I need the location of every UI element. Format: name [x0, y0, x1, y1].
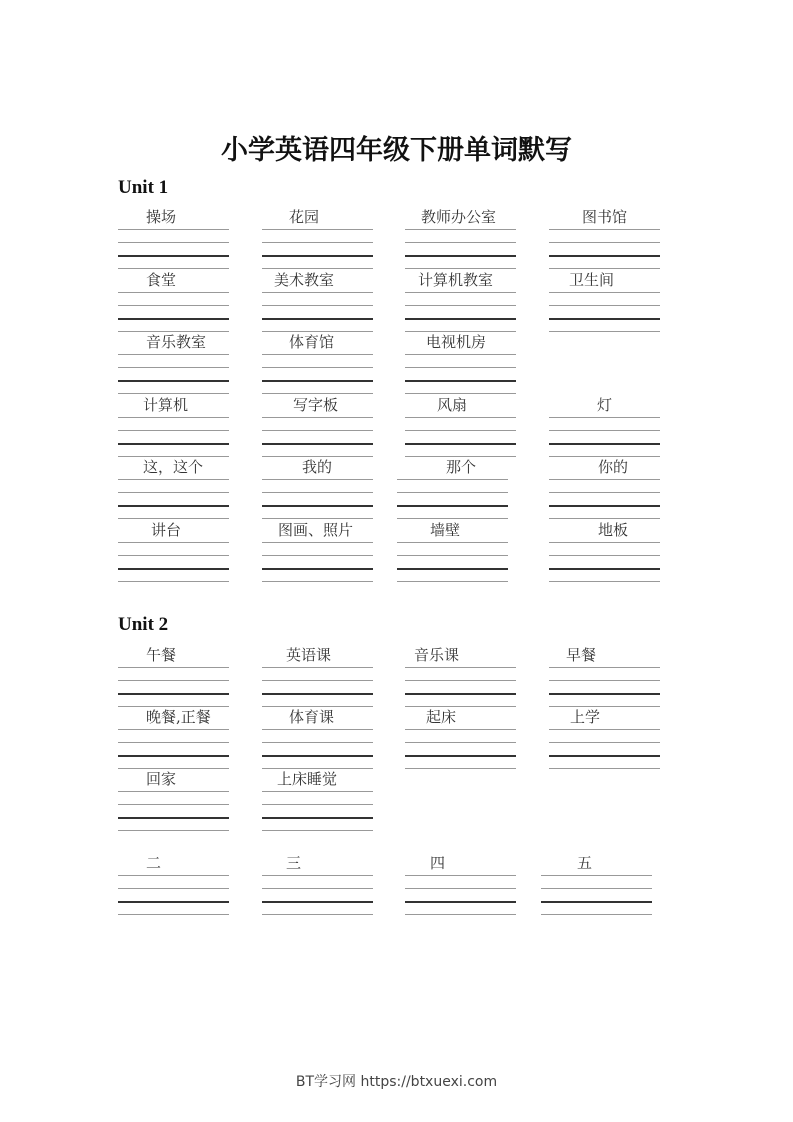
writing-line	[397, 581, 508, 582]
writing-line	[405, 755, 516, 757]
word-prompt: 你的	[598, 458, 629, 476]
writing-line	[262, 518, 373, 519]
writing-line	[549, 292, 660, 293]
writing-line	[405, 255, 516, 257]
writing-line	[549, 255, 660, 257]
word-prompt: 风扇	[437, 396, 468, 414]
writing-line	[262, 914, 373, 915]
writing-line	[118, 331, 229, 332]
writing-line	[118, 830, 229, 831]
word-prompt: 音乐教室	[146, 333, 207, 351]
writing-line	[118, 518, 229, 519]
writing-line	[262, 742, 373, 743]
writing-line	[405, 331, 516, 332]
writing-line	[262, 693, 373, 695]
writing-line	[262, 542, 373, 543]
writing-line	[262, 755, 373, 757]
writing-line	[118, 555, 229, 556]
writing-line	[549, 693, 660, 695]
unit-1-heading: Unit 1	[118, 177, 169, 198]
writing-line	[118, 505, 229, 507]
writing-line	[405, 680, 516, 681]
writing-line	[118, 888, 229, 889]
word-prompt: 电视机房	[426, 333, 487, 351]
word-prompt: 花园	[289, 208, 320, 226]
writing-line	[262, 830, 373, 831]
word-prompt: 地板	[598, 521, 629, 539]
word-prompt: 美术教室	[274, 271, 335, 289]
writing-line	[405, 292, 516, 293]
writing-line	[262, 479, 373, 480]
word-prompt: 回家	[146, 770, 177, 788]
writing-line	[118, 443, 229, 445]
word-prompt: 五	[577, 854, 593, 872]
writing-line	[549, 768, 660, 769]
writing-line	[118, 729, 229, 730]
writing-line	[118, 255, 229, 257]
writing-line	[262, 229, 373, 230]
writing-line	[549, 542, 660, 543]
writing-line	[541, 875, 652, 876]
writing-line	[118, 242, 229, 243]
word-prompt: 体育课	[289, 708, 335, 726]
writing-line	[118, 492, 229, 493]
writing-line	[405, 888, 516, 889]
writing-line	[262, 706, 373, 707]
writing-line	[262, 888, 373, 889]
writing-line	[118, 542, 229, 543]
writing-line	[118, 305, 229, 306]
page-title: 小学英语四年级下册单词默写	[221, 135, 572, 166]
writing-line	[262, 667, 373, 668]
writing-line	[118, 755, 229, 757]
word-prompt: 午餐	[146, 646, 177, 664]
writing-line	[262, 430, 373, 431]
writing-line	[118, 354, 229, 355]
writing-line	[405, 229, 516, 230]
writing-line	[262, 901, 373, 903]
writing-line	[118, 742, 229, 743]
writing-line	[118, 268, 229, 269]
word-prompt: 卫生间	[569, 271, 615, 289]
writing-line	[549, 742, 660, 743]
word-prompt: 计算机教室	[418, 271, 494, 289]
word-prompt: 教师办公室	[421, 208, 497, 226]
writing-line	[118, 417, 229, 418]
writing-line	[262, 768, 373, 769]
writing-line	[262, 331, 373, 332]
writing-line	[549, 456, 660, 457]
writing-line	[118, 901, 229, 903]
word-prompt: 四	[430, 854, 446, 872]
word-prompt: 图画、照片	[278, 521, 354, 539]
writing-line	[549, 305, 660, 306]
writing-line	[262, 354, 373, 355]
writing-line	[262, 581, 373, 582]
writing-line	[549, 492, 660, 493]
word-prompt: 操场	[146, 208, 177, 226]
writing-line	[118, 430, 229, 431]
writing-line	[549, 667, 660, 668]
writing-line	[262, 568, 373, 570]
writing-line	[118, 380, 229, 382]
writing-line	[118, 292, 229, 293]
writing-line	[262, 292, 373, 293]
writing-line	[549, 505, 660, 507]
writing-line	[262, 318, 373, 320]
writing-line	[118, 456, 229, 457]
writing-line	[262, 804, 373, 805]
word-prompt: 起床	[426, 708, 457, 726]
writing-line	[262, 555, 373, 556]
word-prompt: 体育馆	[289, 333, 335, 351]
writing-line	[118, 817, 229, 819]
writing-line	[405, 268, 516, 269]
writing-line	[405, 742, 516, 743]
writing-line	[549, 555, 660, 556]
writing-line	[397, 542, 508, 543]
writing-line	[405, 354, 516, 355]
writing-line	[118, 680, 229, 681]
writing-line	[405, 305, 516, 306]
writing-line	[405, 729, 516, 730]
writing-line	[262, 817, 373, 819]
writing-line	[549, 318, 660, 320]
writing-line	[405, 875, 516, 876]
word-prompt: 写字板	[293, 396, 339, 414]
writing-line	[405, 914, 516, 915]
writing-line	[118, 393, 229, 394]
writing-line	[118, 568, 229, 570]
writing-line	[541, 888, 652, 889]
writing-line	[549, 242, 660, 243]
writing-line	[118, 875, 229, 876]
writing-line	[118, 693, 229, 695]
writing-line	[262, 268, 373, 269]
writing-line	[262, 242, 373, 243]
writing-line	[549, 479, 660, 480]
writing-line	[549, 755, 660, 757]
writing-line	[541, 901, 652, 903]
word-prompt: 讲台	[151, 521, 182, 539]
unit-2-heading: Unit 2	[118, 614, 169, 635]
writing-line	[118, 768, 229, 769]
writing-line	[405, 667, 516, 668]
writing-line	[118, 791, 229, 792]
writing-line	[262, 729, 373, 730]
writing-line	[405, 380, 516, 382]
writing-line	[118, 318, 229, 320]
writing-line	[118, 914, 229, 915]
writing-line	[262, 680, 373, 681]
writing-line	[397, 492, 508, 493]
writing-line	[118, 804, 229, 805]
writing-line	[118, 667, 229, 668]
word-prompt: 这，这个	[143, 458, 204, 476]
word-prompt: 上学	[570, 708, 601, 726]
writing-line	[549, 443, 660, 445]
writing-line	[405, 367, 516, 368]
writing-line	[262, 417, 373, 418]
writing-line	[262, 505, 373, 507]
writing-line	[549, 417, 660, 418]
word-prompt: 我的	[302, 458, 333, 476]
writing-line	[262, 791, 373, 792]
word-prompt: 上床睡觉	[277, 770, 338, 788]
writing-line	[262, 255, 373, 257]
word-prompt: 音乐课	[414, 646, 460, 664]
writing-line	[405, 768, 516, 769]
writing-line	[549, 706, 660, 707]
writing-line	[549, 729, 660, 730]
writing-line	[405, 456, 516, 457]
writing-line	[549, 581, 660, 582]
word-prompt: 图书馆	[582, 208, 628, 226]
word-prompt: 食堂	[146, 271, 177, 289]
word-prompt: 计算机	[143, 396, 189, 414]
writing-line	[118, 229, 229, 230]
writing-line	[118, 581, 229, 582]
word-prompt: 二	[146, 854, 162, 872]
writing-line	[549, 229, 660, 230]
writing-line	[405, 393, 516, 394]
writing-line	[262, 492, 373, 493]
word-prompt: 那个	[446, 458, 477, 476]
writing-line	[397, 505, 508, 507]
writing-line	[405, 417, 516, 418]
word-prompt: 英语课	[286, 646, 332, 664]
writing-line	[405, 242, 516, 243]
word-prompt: 晚餐,正餐	[146, 708, 211, 726]
writing-line	[405, 706, 516, 707]
writing-line	[549, 518, 660, 519]
writing-line	[262, 380, 373, 382]
writing-line	[405, 318, 516, 320]
word-prompt: 早餐	[566, 646, 597, 664]
writing-line	[118, 479, 229, 480]
writing-line	[405, 443, 516, 445]
writing-line	[549, 680, 660, 681]
writing-line	[397, 518, 508, 519]
writing-line	[262, 367, 373, 368]
word-prompt: 三	[286, 854, 302, 872]
writing-line	[118, 367, 229, 368]
writing-line	[397, 568, 508, 570]
writing-line	[118, 706, 229, 707]
writing-line	[405, 693, 516, 695]
writing-line	[397, 479, 508, 480]
writing-line	[262, 875, 373, 876]
writing-line	[549, 430, 660, 431]
writing-line	[262, 305, 373, 306]
writing-line	[549, 331, 660, 332]
writing-line	[262, 443, 373, 445]
writing-line	[549, 568, 660, 570]
footer-watermark: BT学习网 https://btxuexi.com	[295, 1074, 498, 1090]
writing-line	[262, 456, 373, 457]
word-prompt: 灯	[597, 396, 613, 414]
writing-line	[405, 430, 516, 431]
writing-line	[262, 393, 373, 394]
writing-line	[549, 268, 660, 269]
writing-line	[541, 914, 652, 915]
writing-line	[397, 555, 508, 556]
word-prompt: 墙壁	[430, 521, 461, 539]
writing-line	[405, 901, 516, 903]
